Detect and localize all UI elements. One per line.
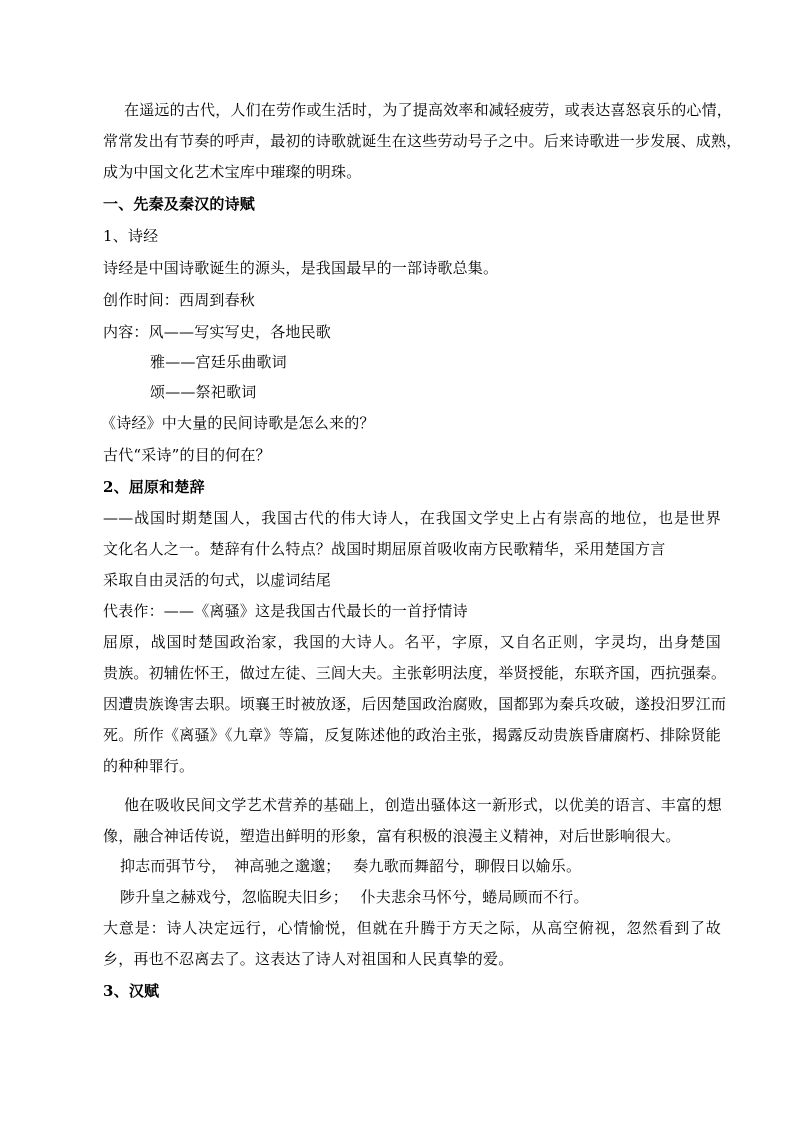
section-heading-pre-qin-han: 一、先秦及秦汉的诗赋	[103, 195, 256, 213]
poem-line-1: 抑志而弭节兮， 神高驰之邈邈； 奏九歌而舞韶兮，聊假日以媮乐。	[120, 857, 582, 875]
shijing-content-feng: 内容：风——写实写史，各地民歌	[103, 323, 332, 341]
chuci-line-2: 文化名人之一。楚辞有什么特点？战国时期屈原首吸收南方民歌精华，采用楚国方言	[103, 540, 666, 558]
subheading-han-fu: 3、汉赋	[103, 982, 160, 1000]
shijing-content-song: 颂——祭祀歌词	[150, 383, 257, 401]
quyuan-bio-line-5: 的种种罪行。	[103, 757, 195, 775]
shijing-content-ya: 雅——宫廷乐曲歌词	[150, 353, 287, 371]
saoti-line-2: 像，融合神话传说，塑造出鲜明的形象，富有积极的浪漫主义精神，对后世影响很大。	[103, 827, 681, 845]
shijing-question-2: 古代“采诗”的目的何在？	[103, 446, 271, 464]
intro-line-2: 常常发出有节奏的呼声，最初的诗歌就诞生在这些劳动号子之中。后来诗歌进一步发展、成熟，	[103, 132, 742, 150]
chuci-line-3: 采取自由灵活的句式，以虚词结尾	[103, 571, 332, 589]
shijing-question-1: 《诗经》中大量的民间诗歌是怎么来的？	[101, 414, 375, 432]
chuci-representative-work: 代表作：——《离骚》这是我国古代最长的一首抒情诗	[103, 602, 468, 620]
chuci-line-1: ——战国时期楚国人，我国古代的伟大诗人，在我国文学史上占有崇高的地位，也是世界	[103, 509, 721, 527]
subheading-shijing: 1、诗经	[103, 227, 159, 245]
meaning-line-1: 大意是：诗人决定远行，心情愉悦，但就在升腾于方天之际，从高空俯视，忽然看到了故	[103, 919, 721, 937]
quyuan-bio-line-4: 死。所作《离骚》《九章》等篇，反复陈述他的政治主张，揭露反动贵族昏庸腐朽、排除贤能	[103, 726, 721, 744]
poem-line-2: 陟升皇之赫戏兮，忽临睨夫旧乡； 仆夫悲余马怀兮，蜷局顾而不行。	[120, 888, 589, 906]
quyuan-bio-line-1: 屈原，战国时楚国政治家，我国的大诗人。名平，字原，又自名正则，字灵均，出身楚国	[103, 633, 721, 651]
quyuan-bio-line-2: 贵族。初辅佐怀王，做过左徒、三闾大夫。主张彰明法度，举贤授能，东联齐国，西抗强秦。	[103, 664, 727, 682]
quyuan-bio-line-3: 因遭贵族谗害去职。顷襄王时被放逐，后因楚国政治腐败，国都郢为秦兵攻破，遂投汨罗江而	[103, 695, 727, 713]
subheading-quyuan-chuci: 2、屈原和楚辞	[103, 478, 205, 496]
shijing-line-1: 诗经是中国诗歌诞生的源头，是我国最早的一部诗歌总集。	[103, 259, 499, 277]
shijing-creation-time: 创作时间：西周到春秋	[103, 291, 256, 309]
intro-line-1: 在遥远的古代，人们在劳作或生活时，为了提高效率和减轻疲劳，或表达喜怒哀乐的心情，	[124, 101, 733, 119]
saoti-line-1: 他在吸收民间文学艺术营养的基础上，创造出骚体这一新形式，以优美的语言、丰富的想	[124, 796, 722, 814]
meaning-line-2: 乡，再也不忍离去了。这表达了诗人对祖国和人民真挚的爱。	[103, 950, 514, 968]
intro-line-3: 成为中国文化艺术宝库中璀璨的明珠。	[103, 163, 362, 181]
